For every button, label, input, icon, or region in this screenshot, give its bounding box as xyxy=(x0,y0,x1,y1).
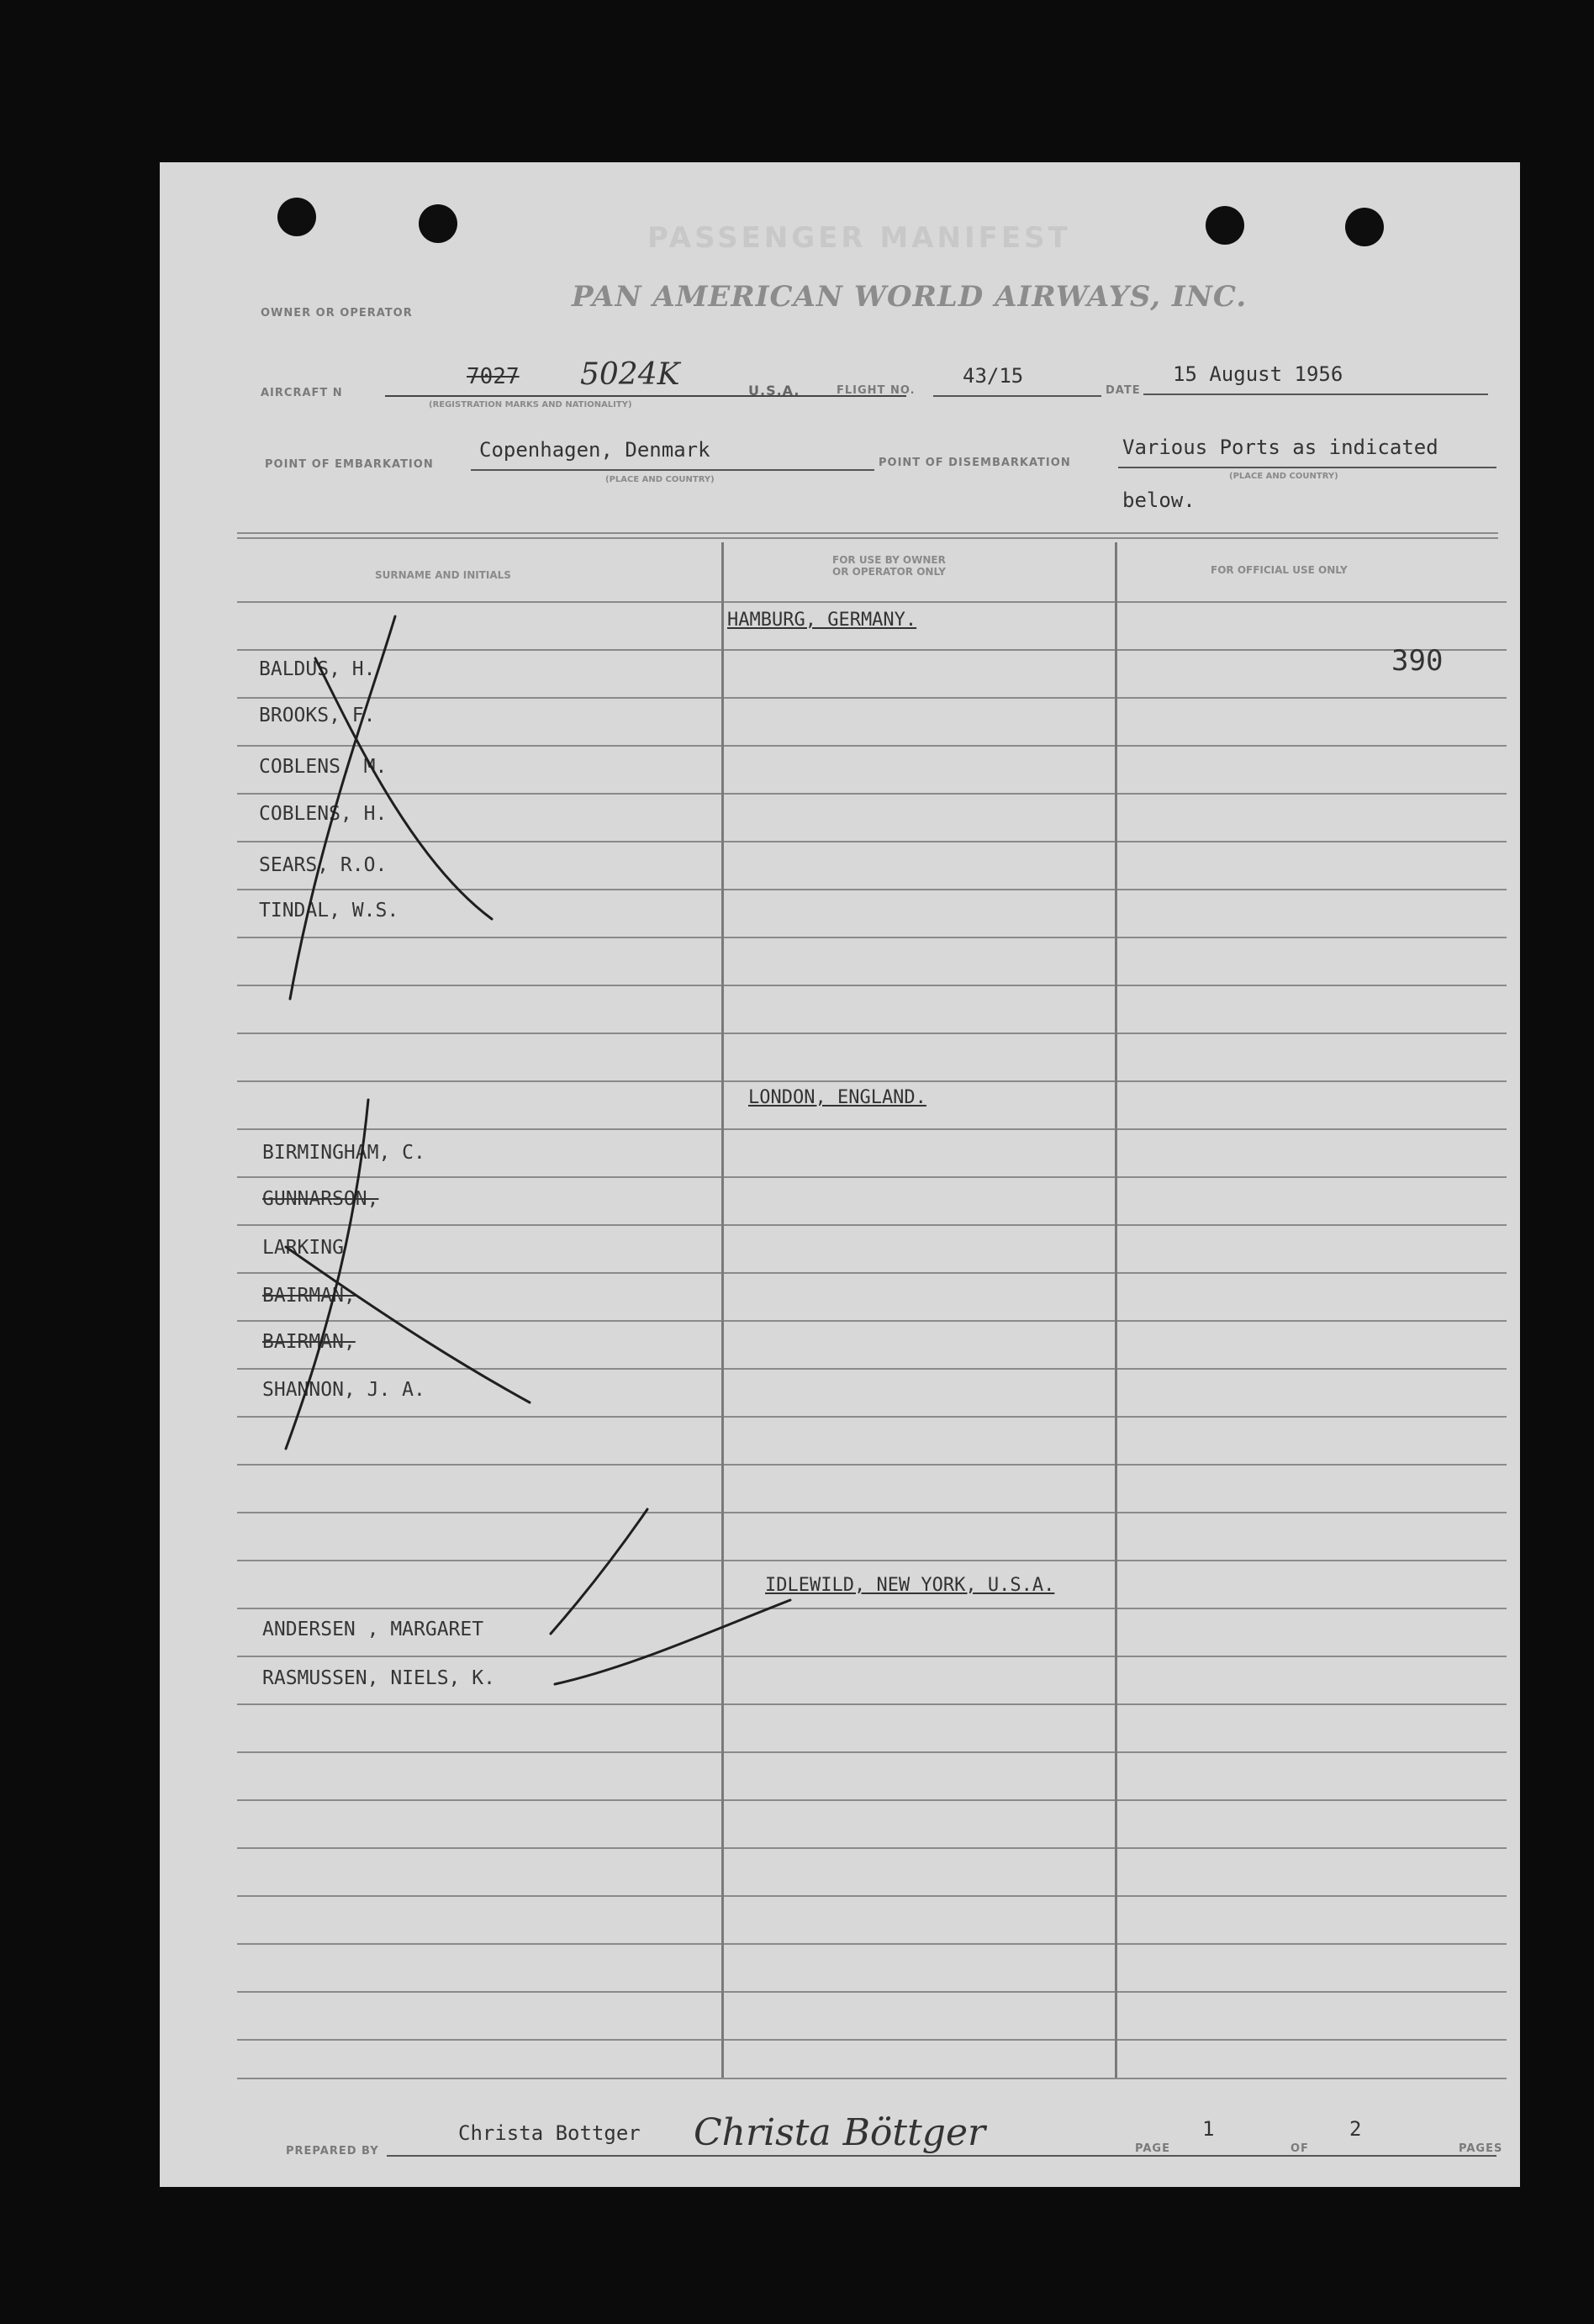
destination-london: LONDON, ENGLAND. xyxy=(748,1087,926,1108)
nationality: U.S.A. xyxy=(748,383,800,399)
place-label-1: (PLACE AND COUNTRY) xyxy=(605,475,715,484)
embarkation-place: Copenhagen, Denmark xyxy=(479,438,710,462)
embarkation-label: POINT OF EMBARKATION xyxy=(265,458,434,471)
page-number: 1 xyxy=(1202,2117,1215,2141)
passenger-name: COBLENS, M. xyxy=(259,756,388,778)
registration-label: (REGISTRATION MARKS AND NATIONALITY) xyxy=(429,400,632,409)
passenger-name: SEARS, R.O. xyxy=(259,854,388,876)
passenger-name-struck: GUNNARSON, xyxy=(262,1188,379,1210)
flight-date: 15 August 1956 xyxy=(1173,362,1343,386)
passenger-name: SHANNON, J. A. xyxy=(262,1379,425,1401)
disembarkation-label: POINT OF DISEMBARKATION xyxy=(879,457,1071,469)
aircraft-struck: 7027 xyxy=(467,364,520,389)
passenger-name: COBLENS, H. xyxy=(259,803,388,825)
place-label-2: (PLACE AND COUNTRY) xyxy=(1229,472,1338,481)
official-note: 390 xyxy=(1391,644,1444,678)
page-label: PAGE xyxy=(1135,2142,1170,2155)
operator-name: PAN AMERICAN WORLD AIRWAYS, INC. xyxy=(572,280,1248,314)
passenger-name: RASMUSSEN, NIELS, K. xyxy=(262,1667,495,1689)
total-pages: 2 xyxy=(1349,2117,1362,2141)
passenger-name-struck: BAIRMAN, xyxy=(262,1285,356,1307)
form-title: PASSENGER MANIFEST xyxy=(647,221,1071,255)
col-owner-use-2: OR OPERATOR ONLY xyxy=(832,566,946,578)
prepared-by: Christa Bottger xyxy=(458,2121,641,2145)
signature: Christa Böttger xyxy=(694,2111,986,2154)
passenger-name: ANDERSEN , MARGARET xyxy=(262,1619,484,1640)
disembarkation-place: Various Ports as indicated xyxy=(1122,436,1438,459)
date-label: DATE xyxy=(1106,384,1141,397)
passenger-name: LARKING xyxy=(262,1237,344,1259)
flight-number: 43/15 xyxy=(963,364,1024,388)
col-surname: SURNAME AND INITIALS xyxy=(375,569,511,581)
passenger-name: TINDAL, W.S. xyxy=(259,900,399,922)
col-owner-use-1: FOR USE BY OWNER xyxy=(832,554,946,566)
pen-strokes xyxy=(160,162,1520,2187)
flight-label: FLIGHT NO. xyxy=(837,384,916,397)
passenger-name: BALDUS, H. xyxy=(259,658,376,680)
passenger-name: BIRMINGHAM, C. xyxy=(262,1142,425,1164)
col-official: FOR OFFICIAL USE ONLY xyxy=(1211,564,1348,576)
aircraft-label: AIRCRAFT N xyxy=(261,387,343,399)
manifest-sheet xyxy=(160,162,1520,2187)
prepared-label: PREPARED BY xyxy=(286,2145,379,2158)
owner-label: OWNER OR OPERATOR xyxy=(261,307,413,320)
disembarkation-place-cont: below. xyxy=(1122,489,1196,512)
aircraft-number: 5024K xyxy=(580,357,680,392)
passenger-name-struck: BAIRMAN, xyxy=(262,1331,356,1353)
of-label: OF xyxy=(1291,2142,1309,2155)
passenger-name: BROOKS, F. xyxy=(259,705,376,726)
pages-label: PAGES xyxy=(1459,2142,1503,2155)
destination-new-york: IDLEWILD, NEW YORK, U.S.A. xyxy=(765,1575,1055,1596)
destination-hamburg: HAMBURG, GERMANY. xyxy=(727,610,917,631)
